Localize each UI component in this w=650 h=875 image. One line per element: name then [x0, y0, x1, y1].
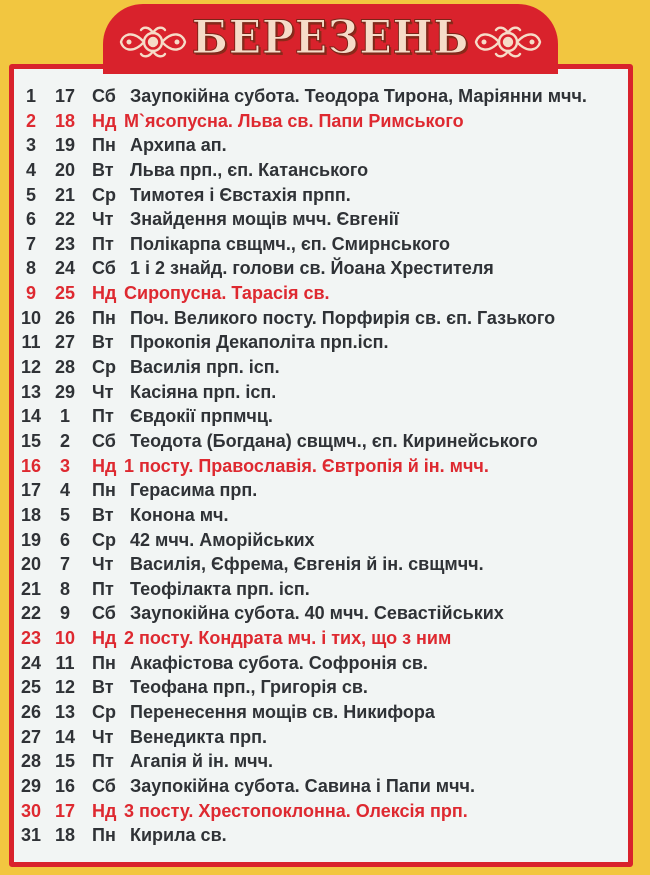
calendar-row	[18, 503, 630, 528]
day-old-style: 21	[54, 184, 76, 205]
feast-text: Сиропусна. Тарасія св.	[124, 283, 330, 304]
weekday: Вт	[92, 332, 114, 353]
day-old-style: 9	[59, 603, 70, 624]
day-old-style: 27	[54, 332, 76, 353]
calendar-row	[18, 256, 630, 281]
weekday: Вт	[92, 677, 114, 698]
weekday: Сб	[92, 258, 116, 279]
day-old-style: 24	[54, 258, 76, 279]
calendar-row	[18, 232, 630, 257]
weekday: Пн	[92, 825, 116, 846]
feast-text: Заупокійна субота. Савина і Папи мчч.	[130, 775, 475, 796]
weekday: Ср	[92, 357, 116, 378]
day-new-style: 31	[20, 825, 42, 846]
day-new-style: 6	[25, 209, 36, 230]
weekday: Вт	[92, 159, 114, 180]
day-old-style: 1	[59, 406, 70, 427]
day-old-style: 26	[54, 307, 76, 328]
calendar-row	[18, 306, 630, 331]
weekday: Чт	[92, 381, 114, 402]
day-new-style: 7	[25, 233, 36, 254]
calendar-row	[18, 158, 630, 183]
month-banner	[103, 4, 558, 74]
calendar-list	[18, 84, 630, 848]
calendar-row	[18, 207, 630, 232]
calendar-row	[18, 404, 630, 429]
feast-text: Теодота (Богдана) свщмч., єп. Киринейського	[130, 430, 538, 451]
calendar-row	[18, 774, 630, 799]
day-new-style: 25	[20, 677, 42, 698]
day-old-style: 18	[54, 825, 76, 846]
calendar-row	[18, 577, 630, 602]
feast-text: Герасима прп.	[130, 480, 258, 501]
floral-ornament-icon	[470, 24, 546, 60]
day-new-style: 10	[20, 307, 42, 328]
feast-text: Перенесення мощів св. Никифора	[130, 702, 435, 723]
day-new-style: 28	[20, 751, 42, 772]
day-old-style: 14	[54, 726, 76, 747]
calendar-row-sunday	[18, 281, 630, 306]
weekday: Ср	[92, 184, 116, 205]
day-old-style: 4	[59, 480, 70, 501]
feast-text: Заупокійна субота. Теодора Тирона, Маріянни мчч.	[130, 86, 587, 106]
calendar-row	[18, 133, 630, 158]
day-new-style: 16	[20, 455, 42, 476]
calendar-row-sunday	[18, 109, 630, 134]
calendar-row-sunday	[18, 626, 630, 651]
feast-text: Теофана прп., Григорія св.	[130, 677, 368, 698]
weekday: Чт	[92, 554, 114, 575]
day-old-style: 25	[54, 283, 76, 304]
weekday: Ср	[92, 529, 116, 550]
calendar-row	[18, 749, 630, 774]
feast-text: Архипа ап.	[130, 135, 227, 156]
weekday: Нд	[92, 455, 117, 476]
day-old-style: 12	[54, 677, 76, 698]
feast-text: Прокопія Декаполіта прп.ісп.	[130, 332, 389, 353]
day-old-style: 23	[54, 233, 76, 254]
feast-text: Поч. Великого посту. Порфирія св. єп. Газького	[130, 307, 556, 328]
calendar-row	[18, 429, 630, 454]
day-old-style: 18	[54, 110, 76, 131]
feast-text: Агапія й ін. мчч.	[130, 751, 274, 772]
day-new-style: 17	[20, 480, 42, 501]
feast-text: Василія, Єфрема, Євгенія й ін. свщмчч.	[130, 554, 484, 575]
weekday: Нд	[92, 800, 117, 821]
day-new-style: 11	[21, 332, 41, 353]
feast-text: Касіяна прп. ісп.	[130, 381, 277, 402]
calendar-row	[18, 823, 630, 848]
day-old-style: 13	[54, 702, 76, 723]
day-old-style: 8	[59, 578, 70, 599]
weekday: Сб	[92, 603, 116, 624]
day-old-style: 7	[59, 554, 70, 575]
feast-text: 3 посту. Хрестопоклонна. Олексія прп.	[124, 800, 468, 821]
day-new-style: 1	[25, 86, 36, 106]
weekday: Сб	[92, 775, 116, 796]
calendar-row-sunday	[18, 454, 630, 479]
day-new-style: 30	[20, 800, 42, 821]
weekday: Пт	[92, 578, 114, 599]
day-old-style: 11	[55, 652, 75, 673]
weekday: Пн	[92, 652, 116, 673]
day-new-style: 14	[20, 406, 42, 427]
feast-text: Льва прп., єп. Катанського	[130, 159, 369, 180]
calendar-row	[18, 380, 630, 405]
calendar-row	[18, 675, 630, 700]
feast-text: Євдокії прпмчц.	[130, 406, 273, 427]
calendar-row	[18, 355, 630, 380]
calendar-row-sunday	[18, 799, 630, 824]
feast-text: 1 посту. Православія. Євтропія й ін. мчч.	[124, 455, 489, 476]
weekday: Сб	[92, 430, 116, 451]
feast-text: Знайдення мощів мчч. Євгенії	[130, 209, 399, 230]
feast-text: Тимотея і Євстахія прпп.	[130, 184, 351, 205]
month-title: БЕРЕЗЕНЬ	[191, 10, 470, 64]
day-old-style: 19	[54, 135, 76, 156]
weekday: Чт	[92, 726, 114, 747]
day-new-style: 4	[25, 159, 36, 180]
day-old-style: 29	[54, 381, 76, 402]
feast-text: 2 посту. Кондрата мч. і тих, що з ним	[124, 628, 452, 649]
calendar-row	[18, 528, 630, 553]
weekday: Нд	[92, 110, 117, 131]
feast-text: 1 і 2 знайд. голови св. Йоана Хрестителя	[130, 258, 494, 279]
weekday: Пт	[92, 406, 114, 427]
day-old-style: 16	[54, 775, 76, 796]
weekday: Пт	[92, 233, 114, 254]
weekday: Пн	[92, 135, 116, 156]
weekday: Чт	[92, 209, 114, 230]
feast-text: Василія прп. ісп.	[130, 357, 280, 378]
calendar-row	[18, 651, 630, 676]
weekday: Нд	[92, 283, 117, 304]
feast-text: Конона мч.	[130, 504, 229, 525]
day-new-style: 24	[20, 652, 42, 673]
day-new-style: 13	[20, 381, 42, 402]
day-new-style: 21	[20, 578, 42, 599]
day-new-style: 27	[20, 726, 42, 747]
day-old-style: 5	[59, 504, 70, 525]
day-old-style: 20	[54, 159, 76, 180]
weekday: Пн	[92, 307, 116, 328]
calendar-row	[18, 700, 630, 725]
day-new-style: 3	[25, 135, 36, 156]
day-new-style: 23	[20, 628, 42, 649]
day-new-style: 18	[20, 504, 42, 525]
day-old-style: 17	[54, 86, 76, 106]
day-new-style: 2	[25, 110, 36, 131]
day-new-style: 26	[20, 702, 42, 723]
feast-text: 42 мчч. Аморійських	[130, 529, 315, 550]
day-new-style: 5	[25, 184, 36, 205]
feast-text: Теофілакта прп. ісп.	[130, 578, 310, 599]
feast-text: Заупокійна субота. 40 мчч. Севастійських	[130, 603, 504, 624]
day-old-style: 15	[54, 751, 76, 772]
day-old-style: 10	[54, 628, 76, 649]
calendar-row	[18, 84, 630, 109]
feast-text: Кирила св.	[130, 825, 227, 846]
weekday: Пт	[92, 751, 114, 772]
weekday: Нд	[92, 628, 117, 649]
day-new-style: 22	[20, 603, 42, 624]
calendar-row	[18, 725, 630, 750]
feast-text: Полікарпа свщмч., єп. Смирнського	[130, 233, 451, 254]
day-new-style: 15	[20, 430, 42, 451]
calendar-row	[18, 183, 630, 208]
feast-text: М`ясопусна. Льва св. Папи Римського	[124, 110, 464, 131]
calendar-row	[18, 478, 630, 503]
day-old-style: 3	[59, 455, 70, 476]
day-new-style: 29	[20, 775, 42, 796]
weekday: Сб	[92, 86, 116, 106]
day-old-style: 2	[59, 430, 70, 451]
day-old-style: 22	[54, 209, 76, 230]
feast-text: Венедикта прп.	[130, 726, 267, 747]
calendar-row	[18, 330, 630, 355]
day-new-style: 20	[20, 554, 42, 575]
weekday: Ср	[92, 702, 116, 723]
calendar-row	[18, 601, 630, 626]
day-new-style: 19	[20, 529, 42, 550]
day-new-style: 12	[20, 357, 42, 378]
weekday: Пн	[92, 480, 116, 501]
day-old-style: 28	[54, 357, 76, 378]
weekday: Вт	[92, 504, 114, 525]
day-old-style: 17	[54, 800, 76, 821]
feast-text: Акафістова субота. Софронія св.	[130, 652, 428, 673]
day-new-style: 8	[25, 258, 36, 279]
day-new-style: 9	[25, 283, 36, 304]
day-old-style: 6	[59, 529, 70, 550]
calendar-row	[18, 552, 630, 577]
